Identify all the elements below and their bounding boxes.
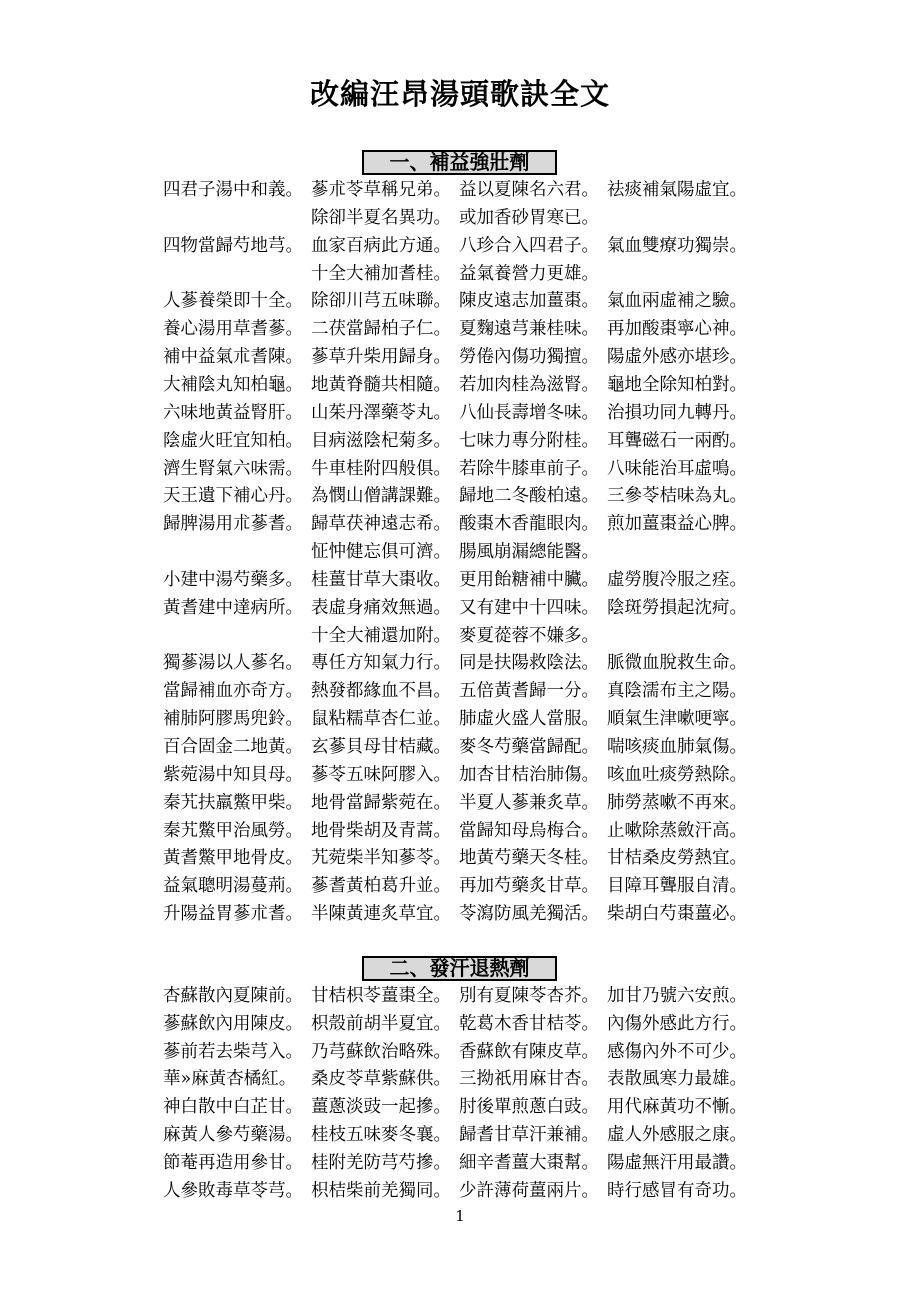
verse-phrase: 八仙長壽增冬味。 [459,402,599,423]
verse-phrase: 麥冬芍藥當歸配。 [459,737,599,757]
verse-phrase: 神白散中白芷甘。 [163,1097,303,1118]
verse-line [163,1149,783,1177]
verse-phrase: 煎加薑棗益心脾。 [607,514,747,535]
verse-line [163,761,783,789]
verse-phrase: 華»麻黃杏橘紅。 [163,1069,297,1090]
verse-phrase: 養心湯用草耆蔘。 [163,319,303,340]
verse-line [163,1065,783,1093]
verse-line [163,1121,783,1149]
verse-phrase: 耳聾磁石一兩酌。 [607,430,747,451]
verse-phrase: 血家百病此方通。 [311,235,451,256]
verse-phrase: 黃耆建中達病所。 [163,597,303,618]
verse-line [163,232,783,260]
verse-phrase: 秦艽鱉甲治風勞。 [163,820,303,841]
verse-line [163,1093,783,1121]
verse-phrase: 麻黃人參芍藥湯。 [163,1125,303,1145]
verse-phrase: 加甘乃號六安煎。 [607,986,747,1006]
verse-phrase: 夏麴遠芎兼桂味。 [459,319,599,340]
verse-phrase: 半夏人蔘兼炙草。 [459,792,599,813]
section-heading-sweat: 二、發汗退熱劑 [362,956,557,981]
verse-phrase: 桑皮苓草紫蘇供。 [311,1069,451,1090]
verse-phrase: 乃芎蘇飲治略殊。 [311,1041,451,1062]
verse-line [163,594,783,622]
verse-line [163,510,783,538]
verse-line [163,399,783,427]
verse-phrase: 大補陰丸知柏龜。 [163,374,303,395]
verse-phrase: 止嗽除蒸斂汗高。 [607,820,747,841]
verse-phrase: 陽虛無汗用最讚。 [607,1152,747,1173]
verse-phrase: 同是扶陽救陰法。 [459,653,599,674]
verse-line [163,427,783,455]
verse-phrase: 益以夏陳名六君。 [459,180,599,200]
verse-phrase: 地黃芍藥天冬桂。 [459,848,599,869]
verse-phrase: 陳皮遠志加薑棗。 [459,291,599,312]
verse-phrase: 蔘前若去柴芎入。 [163,1041,303,1062]
page-number: 1 [455,1207,465,1225]
verse-line [163,817,783,845]
verse-phrase: 勞倦內傷功獨擅。 [459,347,599,368]
verse-phrase: 陰斑勞損起沈疴。 [607,597,747,618]
verse-phrase: 祛痰補氣陽虛宜。 [607,180,747,200]
verse-line [163,982,783,1010]
verse-phrase: 歸草茯神遠志希。 [311,514,451,535]
verse-line [163,1177,783,1205]
document-title: 改編汪昂湯頭歌訣全文 [309,77,610,111]
verse-phrase: 枳殼前胡半夏宜。 [311,1013,451,1034]
verse-phrase: 治損功同九轉丹。 [607,402,747,423]
verse-phrase: 再加酸棗寧心神。 [607,319,747,340]
verse-phrase: 益氣聰明湯蔓荊。 [163,876,303,897]
verse-phrase: 氣血兩虛補之驗。 [607,291,747,312]
verse-phrase: 乾葛木香甘桔苓。 [459,1013,599,1034]
verse-phrase: 蔘朮苓草稱兄弟。 [311,180,451,200]
verse-phrase: 龜地全除知柏對。 [607,374,747,395]
verse-line [163,566,783,594]
verse-phrase: 地骨柴胡及青蒿。 [311,820,451,841]
verse-phrase: 地骨當歸紫菀在。 [311,792,451,813]
verse-phrase: 歸脾湯用朮蔘耆。 [163,514,303,535]
verse-line [163,315,783,343]
verse-phrase: 喘咳痰血肺氣傷。 [607,737,747,757]
verse-phrase: 陽虛外感亦堪珍。 [607,347,747,368]
verse-phrase: 百合固金二地黃。 [163,737,303,757]
verse-phrase: 柴胡白芍棗薑必。 [607,904,747,925]
verse-phrase: 補中益氣朮耆陳。 [163,347,303,368]
verse-phrase: 順氣生津嗽哽寧。 [607,709,747,730]
verse-phrase: 熱發都緣血不昌。 [311,681,451,702]
verse-phrase: 鼠粘糯草杏仁並。 [311,709,451,730]
verse-phrase: 目病滋陰杞菊多。 [311,430,451,451]
verse-line [163,733,783,761]
verse-phrase: 紫菀湯中知貝母。 [163,764,303,785]
verse-phrase: 歸地二冬酸柏遠。 [459,486,599,507]
verse-phrase: 內傷外感此方行。 [607,1013,747,1034]
verse-phrase: 甘桔桑皮勞熱宜。 [607,848,747,869]
verse-line [163,649,783,677]
verse-phrase: 酸棗木香龍眼肉。 [459,514,599,535]
section-heading-tonic: 一、補益強壯劑 [362,150,557,175]
verse-phrase: 更用飴糖補中臟。 [459,569,599,590]
verse-line [163,677,783,705]
verse-phrase: 陰虛火旺宜知柏。 [163,430,303,451]
verse-phrase: 時行感冒有奇功。 [607,1180,747,1201]
verse-line [163,622,783,650]
verse-phrase: 十全大補還加附。 [311,625,451,646]
verse-phrase: 除卻半夏名異功。 [311,207,451,228]
verse-line [163,900,783,928]
verse-line [163,343,783,371]
verse-phrase: 獨蔘湯以人蔘名。 [163,653,303,674]
verse-phrase: 表散風寒力最雄。 [607,1069,747,1090]
verse-line [163,789,783,817]
verse-phrase: 腸風崩漏總能醫。 [459,542,599,563]
verse-phrase: 人參敗毒草苓芎。 [163,1180,303,1201]
verse-phrase: 三拗祇用麻甘杏。 [459,1069,599,1090]
verse-phrase: 別有夏陳苓杏芥。 [459,986,599,1006]
verse-phrase: 天王遺下補心丹。 [163,486,303,507]
verse-phrase: 人蔘養榮即十全。 [163,291,303,312]
verse-line [163,872,783,900]
verse-phrase: 補肺阿膠馬兜鈴。 [163,709,303,730]
verse-line [163,538,783,566]
verse-phrase: 蔘耆黃柏葛升並。 [311,876,451,897]
verse-phrase: 蔘蘇飲內用陳皮。 [163,1013,303,1034]
verse-phrase: 五倍黃耆歸一分。 [459,681,599,702]
verse-phrase: 三參苓桔味為丸。 [607,486,747,507]
verse-phrase: 肺勞蒸嗽不再來。 [607,792,747,813]
verse-phrase: 真陰濡布主之陽。 [607,681,747,702]
verse-phrase: 六味地黃益腎肝。 [163,402,303,423]
verse-phrase: 又有建中十四味。 [459,597,599,618]
verse-phrase: 目障耳聾服自清。 [607,876,747,897]
verse-phrase: 益氣養營力更雄。 [459,263,599,284]
verse-phrase: 當歸知母烏梅合。 [459,820,599,841]
verse-phrase: 四君子湯中和義。 [163,180,303,200]
verse-phrase: 二茯當歸柏子仁。 [311,319,451,340]
verse-phrase: 當歸補血亦奇方。 [163,681,303,702]
verse-phrase: 歸耆甘草汗兼補。 [459,1125,599,1145]
verse-phrase: 艽菀柴半知蔘苓。 [311,848,451,869]
verse-phrase: 專任方知氣力行。 [311,653,451,674]
verse-phrase: 若加肉桂為滋腎。 [459,374,599,395]
verse-phrase: 小建中湯芍藥多。 [163,569,303,590]
verse-phrase: 虛勞腹冷服之痊。 [607,569,747,590]
verse-phrase: 秦艽扶羸鱉甲柴。 [163,792,303,813]
verse-phrase: 四物當歸芍地芎。 [163,235,303,256]
verse-phrase: 咳血吐痰勞熱除。 [607,764,747,785]
verse-line [163,176,783,204]
verse-phrase: 虛人外感服之康。 [607,1125,747,1145]
verse-line [163,204,783,232]
verse-line [163,455,783,483]
verse-phrase: 桂薑甘草大棗收。 [311,569,451,590]
verse-phrase: 氣血雙療功獨崇。 [607,235,747,256]
verse-phrase: 七味力專分附桂。 [459,430,599,451]
verse-phrase: 少許薄荷薑兩片。 [459,1180,599,1201]
verse-phrase: 濟生腎氣六味需。 [163,458,303,479]
verse-line [163,287,783,315]
verse-line [163,705,783,733]
verse-phrase: 肘後單煎蔥白豉。 [459,1097,599,1118]
verse-phrase: 苓瀉防風羌獨活。 [459,904,599,925]
verse-phrase: 蔘苓五味阿膠入。 [311,764,451,785]
verse-phrase: 用代麻黃功不慚。 [607,1097,747,1118]
verse-line [163,1010,783,1038]
verse-phrase: 香蘇飲有陳皮草。 [459,1041,599,1062]
verse-phrase: 黃耆鱉甲地骨皮。 [163,848,303,869]
verse-line [163,260,783,288]
verse-phrase: 地黃脊髓共相隨。 [311,374,451,395]
verse-phrase: 八珍合入四君子。 [459,235,599,256]
verse-phrase: 牛車桂附四般俱。 [311,458,451,479]
verse-phrase: 蔘草升柴用歸身。 [311,347,451,368]
verse-phrase: 除卻川芎五味聯。 [311,291,451,312]
verse-line [163,371,783,399]
verse-line [163,482,783,510]
verse-phrase: 升陽益胃蔘朮耆。 [163,904,303,925]
verse-phrase: 脈微血脫救生命。 [607,653,747,674]
verse-line [163,844,783,872]
verse-phrase: 加杏甘桔治肺傷。 [459,764,599,785]
verse-phrase: 八味能治耳虛鳴。 [607,458,747,479]
verse-phrase: 表虛身痛效無過。 [311,597,451,618]
verse-phrase: 甘桔枳苓薑棗全。 [311,986,451,1006]
verse-phrase: 桂附羌防芎芍摻。 [311,1152,451,1173]
verse-phrase: 細辛耆薑大棗幫。 [459,1152,599,1173]
verse-phrase: 感傷內外不可少。 [607,1041,747,1062]
verse-phrase: 肺虛火盛人當服。 [459,709,599,730]
verse-phrase: 玄蔘貝母甘桔藏。 [311,737,451,757]
verse-phrase: 薑蔥淡豉一起摻。 [311,1097,451,1118]
verse-line [163,1038,783,1066]
verse-phrase: 山茱丹澤藥苓丸。 [311,402,451,423]
verse-phrase: 麥夏蓯蓉不嫌多。 [459,625,599,646]
verse-phrase: 為憫山僧講課難。 [311,486,451,507]
verse-phrase: 節菴再造用參甘。 [163,1152,303,1173]
verse-phrase: 十全大補加耆桂。 [311,263,451,284]
verse-phrase: 杏蘇散內夏陳前。 [163,986,303,1006]
verse-phrase: 半陳黃連炙草宜。 [311,904,451,925]
verse-phrase: 怔忡健忘俱可濟。 [311,542,451,563]
verse-phrase: 若除牛膝車前子。 [459,458,599,479]
verse-phrase: 再加芍藥炙甘草。 [459,876,599,897]
verse-phrase: 或加香砂胃寒已。 [459,207,599,228]
verse-phrase: 桂枝五味麥冬襄。 [311,1125,451,1145]
verse-phrase: 枳桔柴前羌獨同。 [311,1180,451,1201]
